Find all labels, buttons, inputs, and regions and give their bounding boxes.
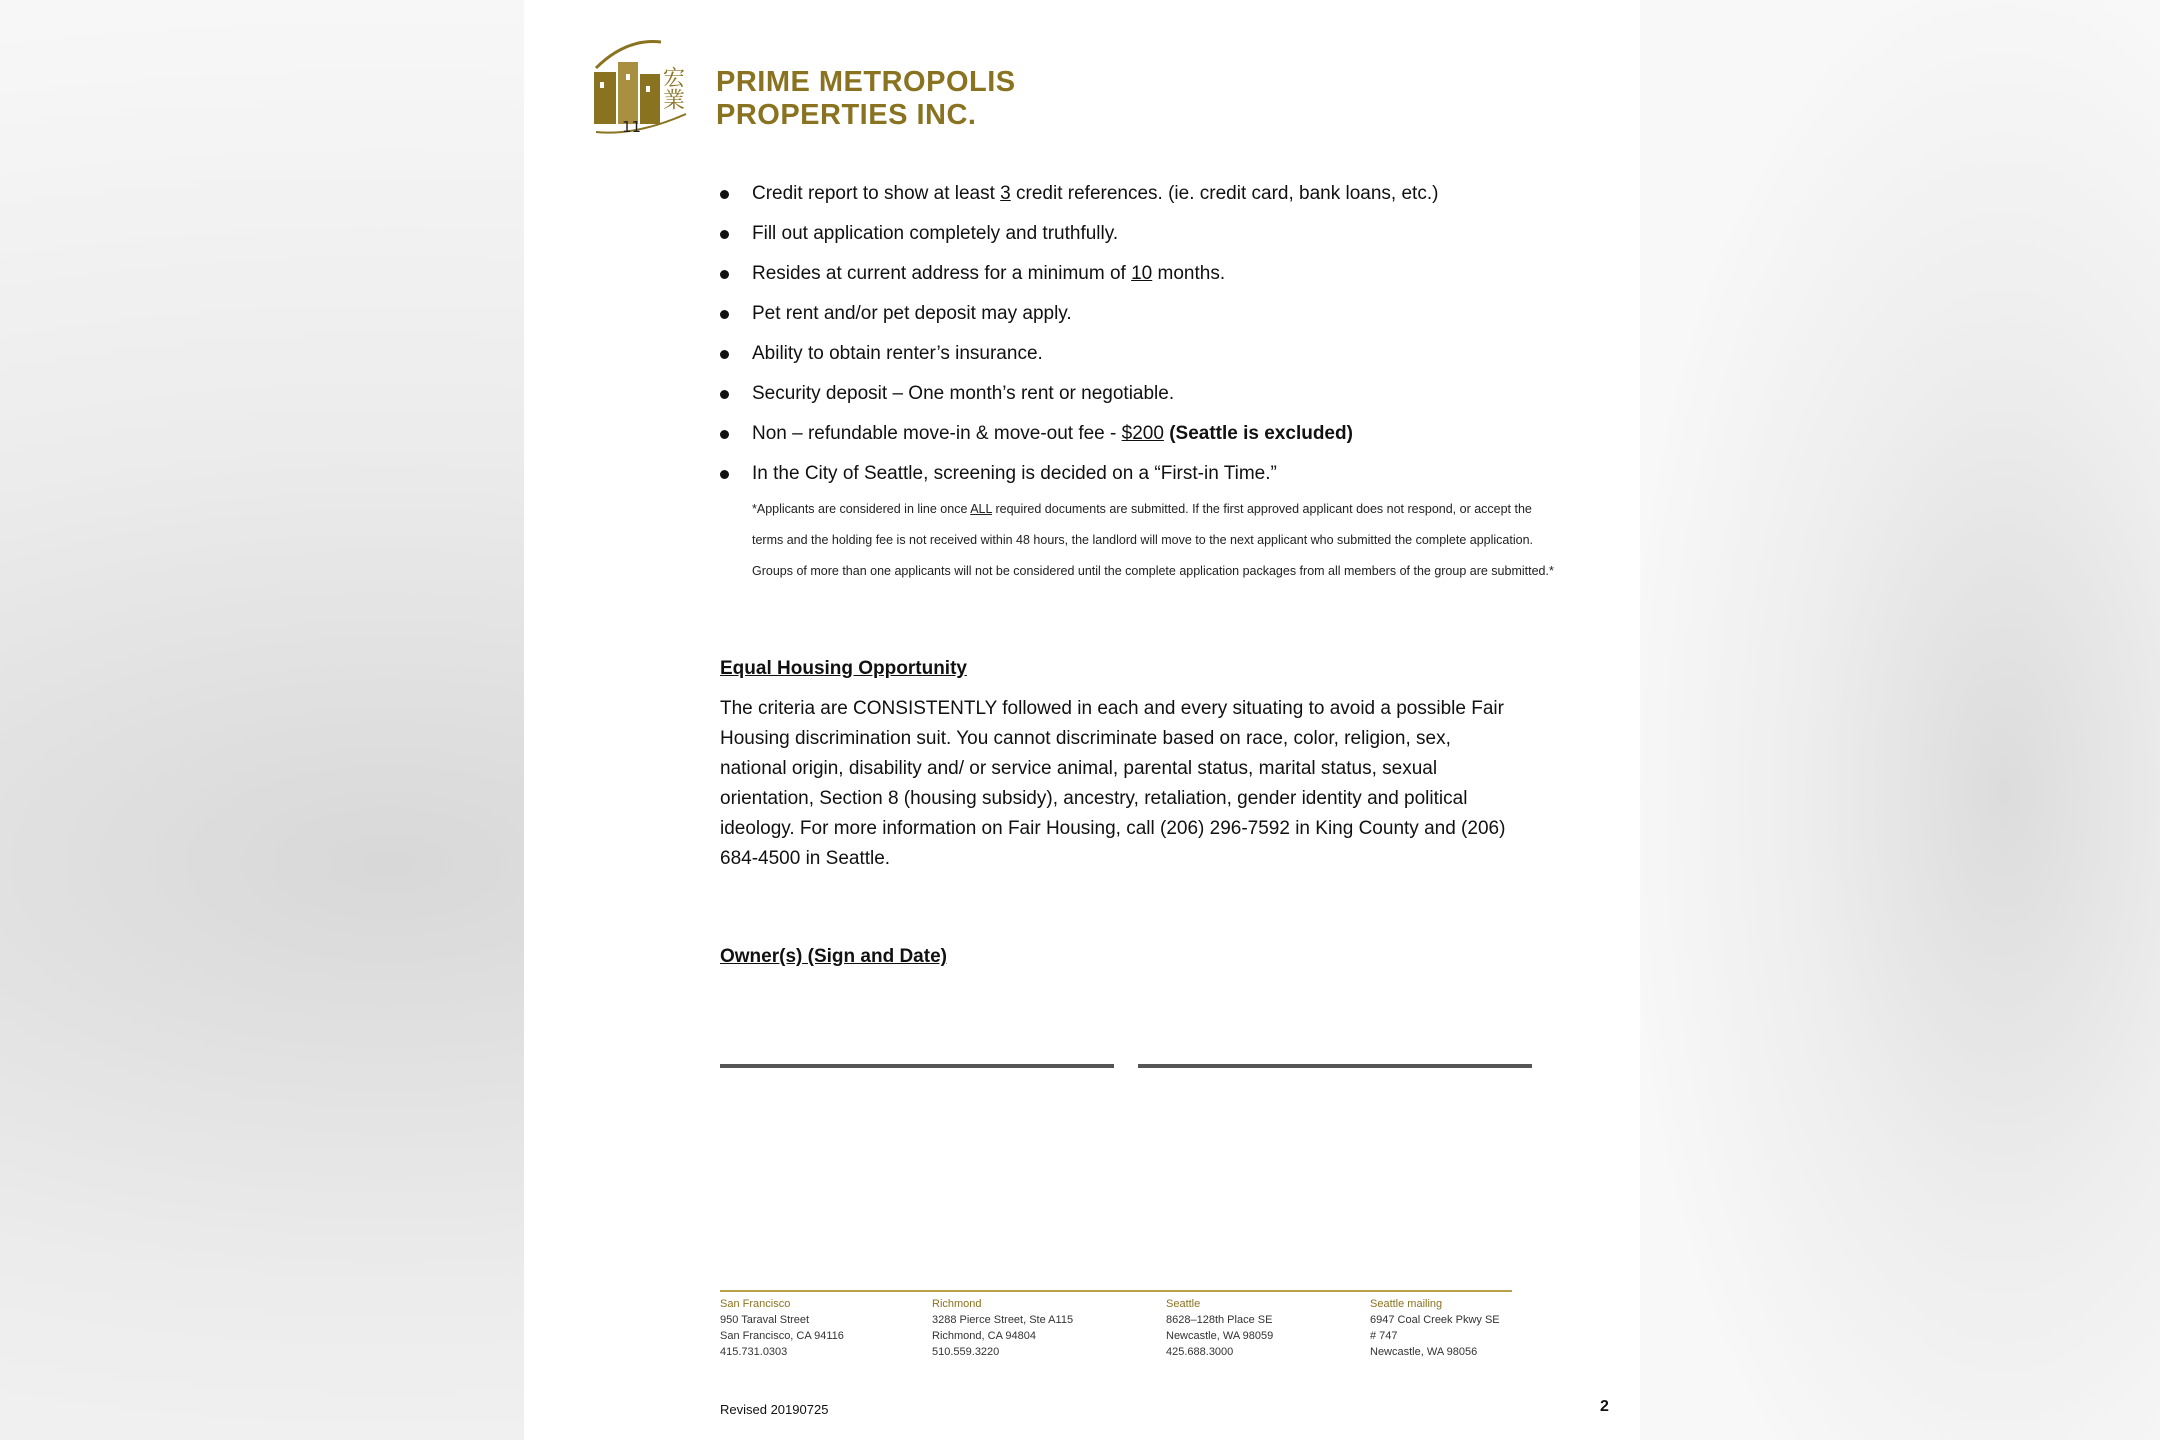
criteria-item: Fill out application completely and truthfully. xyxy=(720,214,1580,254)
equal-housing-heading: Equal Housing Opportunity xyxy=(720,658,967,679)
footer-office: Seattle 8628–128th Place SE Newcastle, WA 98059 425.688.3000 xyxy=(1166,1298,1274,1358)
company-logo xyxy=(586,28,1016,138)
company-name xyxy=(716,66,1016,132)
footer-office: Seattle mailing 6947 Coal Creek Pkwy SE # 747 Newcastle, WA 98056 xyxy=(1370,1298,1500,1358)
company-name-line1: PRIME METROPOLIS xyxy=(716,66,1016,98)
criteria-item: Resides at current address for a minimum of 10 months. xyxy=(720,254,1580,294)
footer-office: San Francisco 950 Taraval Street San Francisco, CA 94116 415.731.0303 xyxy=(720,1298,844,1358)
footer-office: Richmond 3288 Pierce Street, Ste A115 Richmond, CA 94804 510.559.3220 xyxy=(932,1298,1074,1358)
company-name-line2: PROPERTIES INC. xyxy=(716,99,977,131)
page-number: 2 xyxy=(1600,1398,1609,1415)
building-logo-icon xyxy=(586,28,706,138)
criteria-item: Non – refundable move-in & move-out fee - $200 (Seattle is excluded) xyxy=(720,414,1580,454)
signature-heading: Owner(s) (Sign and Date) xyxy=(720,946,947,967)
criteria-item: In the City of Seattle, screening is decided on a “First-in Time.” xyxy=(720,454,1580,494)
criteria-item: Security deposit – One month’s rent or negotiable. xyxy=(720,374,1580,414)
criteria-item: Credit report to show at least 3 credit references. (ie. credit card, bank loans, etc.) xyxy=(720,174,1580,214)
logo-mark-chars: 宏業 xyxy=(659,66,685,110)
revision-date: Revised 20190725 xyxy=(720,1402,829,1417)
logo-mark-number: 11 xyxy=(622,118,642,136)
seattle-note: *Applicants are considered in line once ALL required documents are submitted. If the first approved applicant does not respond, or accept the terms and the holding fee is not received within 48 hours, the landlord will move to the next applicant who submitted the complete application. Groups of more than one applicants will not be considered until the complete application packages from all members of the group are submitted.* xyxy=(752,502,1554,578)
signature-line-owner[interactable] xyxy=(720,1064,1114,1068)
criteria-item: Ability to obtain renter’s insurance. xyxy=(720,334,1580,374)
background-right xyxy=(1640,0,2160,1440)
criteria-list xyxy=(720,174,1580,494)
criteria-item: Pet rent and/or pet deposit may apply. xyxy=(720,294,1580,334)
document-page xyxy=(524,0,1640,1440)
signature-line-date[interactable] xyxy=(1138,1064,1532,1068)
footer-divider xyxy=(720,1290,1512,1292)
equal-housing-body: The criteria are CONSISTENTLY followed in each and every situating to avoid a possible Fair Housing discrimination suit. You cannot discriminate based on race, color, religion, sex, national origin, disability and/ or service animal, parental status, marital status, sexual orientation, Section 8 (housing subsidy), ancestry, retaliation, gender identity and political ideology. For more information on Fair Housing, call (206) 296-7592 in King County and (206) 684-4500 in Seattle. xyxy=(720,698,1506,869)
